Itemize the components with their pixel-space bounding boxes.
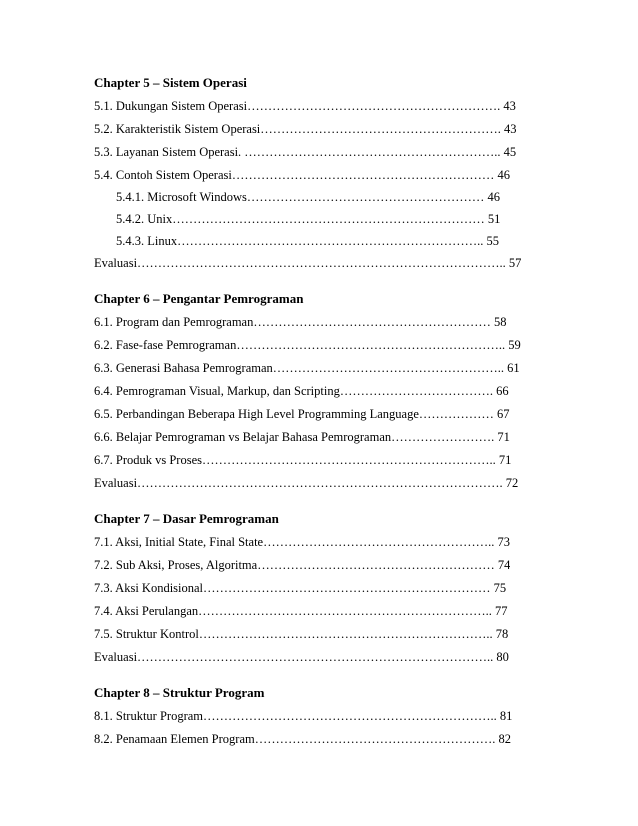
toc-entry[interactable]: 6.6. Belajar Pemrograman vs Belajar Bahasa Pemrograman……………………. 71 [94,430,510,444]
toc-entry[interactable]: Evaluasi………………………………………………………………………….. 80 [94,650,509,664]
toc-entry[interactable]: 7.1. Aksi, Initial State, Final State……………………………………………….. 73 [94,535,510,549]
toc-entry[interactable]: 6.5. Perbandingan Beberapa High Level Programming Language……………… 67 [94,407,510,421]
toc-entry[interactable]: 8.2. Penamaan Elemen Program…………………………………………………. 82 [94,732,511,746]
toc-entry[interactable]: 5.3. Layanan Sistem Operasi. …………………………………………………….. 45 [94,145,517,159]
toc-subentry[interactable]: 5.4.3. Linux……………………………………………………………….. 55 [116,234,499,248]
chapter-heading: Chapter 8 – Struktur Program [94,685,265,700]
toc-entry[interactable]: 5.4. Contoh Sistem Operasi……………………………………………………… 46 [94,168,510,182]
toc-entry[interactable]: 6.4. Pemrograman Visual, Markup, dan Scripting………………………………. 66 [94,384,509,398]
toc-entry[interactable]: 7.5. Struktur Kontrol…………………………………………………………….. 78 [94,627,509,641]
toc-subentry[interactable]: 5.4.2. Unix………………………………………………………………… 51 [116,212,501,226]
chapter-heading: Chapter 7 – Dasar Pemrograman [94,511,279,526]
toc-entry[interactable]: 6.3. Generasi Bahasa Pemrograman……………………………………………….. 61 [94,361,520,375]
toc-entry[interactable]: Evaluasi…………………………………………………………………………….. 57 [94,256,522,270]
toc-entry[interactable]: 5.1. Dukungan Sistem Operasi……………………………………………………. 43 [94,99,516,113]
toc-entry[interactable]: 8.1. Struktur Program…………………………………………………………….. 81 [94,709,513,723]
chapter-heading: Chapter 6 – Pengantar Pemrograman [94,291,304,306]
toc-entry[interactable]: Evaluasi……………………………………………………………………………. 72 [94,476,519,490]
toc-subentry[interactable]: 5.4.1. Microsoft Windows………………………………………………… 46 [116,190,500,204]
toc-entry[interactable]: 7.3. Aksi Kondisional…………………………………………………………… 75 [94,581,507,595]
toc-entry[interactable]: 7.4. Aksi Perulangan…………………………………………………………….. 77 [94,604,508,618]
toc-entry[interactable]: 6.1. Program dan Pemrograman………………………………………………… 58 [94,315,507,329]
toc-entry[interactable]: 6.7. Produk vs Proses…………………………………………………………….. 71 [94,453,512,467]
toc-entry[interactable]: 6.2. Fase-fase Pemrograman……………………………………………………….. 59 [94,338,521,352]
toc-entry[interactable]: 5.2. Karakteristik Sistem Operasi…………………………………………………. 43 [94,122,517,136]
chapter-heading: Chapter 5 – Sistem Operasi [94,75,247,90]
toc-entry[interactable]: 7.2. Sub Aksi, Proses, Algoritma………………………………………………… 74 [94,558,511,572]
